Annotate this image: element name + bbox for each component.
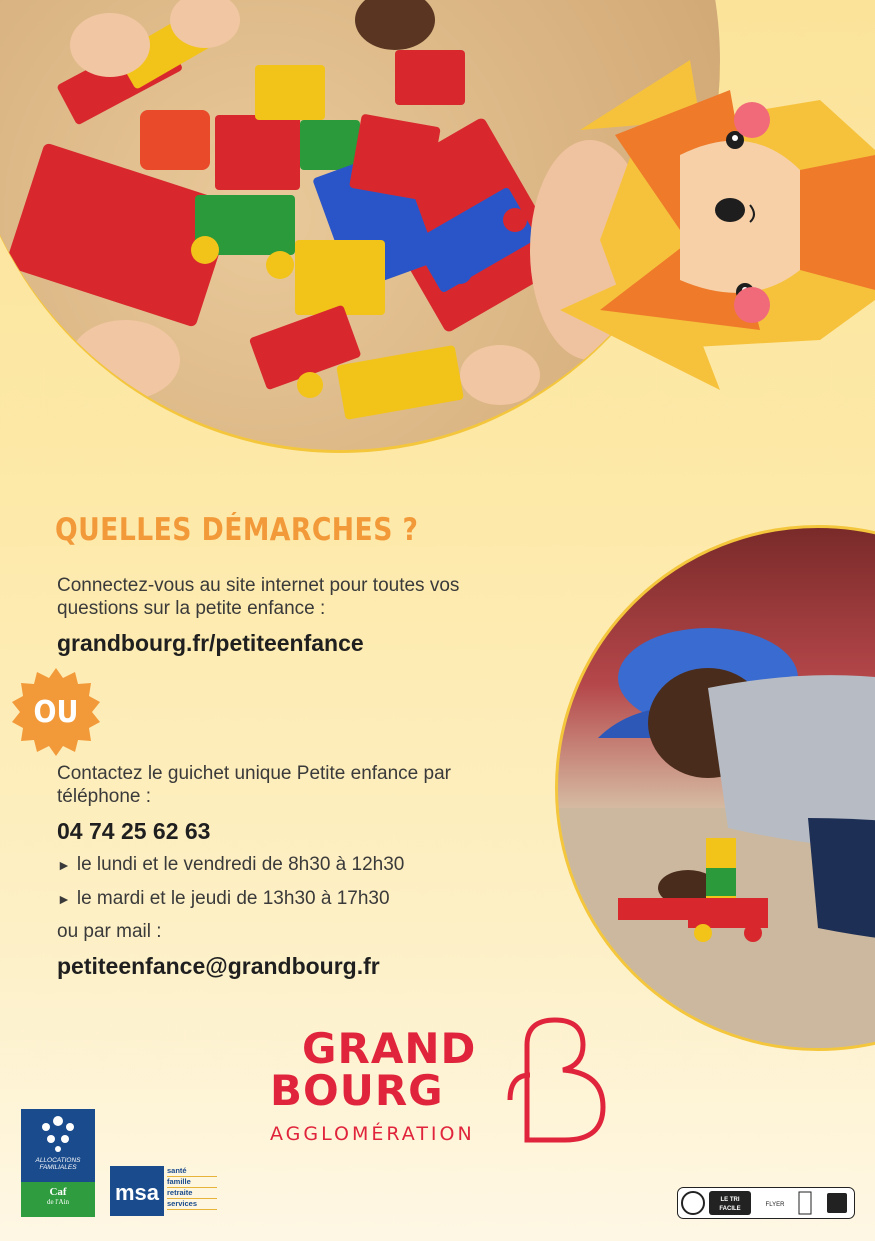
msa-line: santé: [167, 1166, 217, 1177]
triangle-right-icon: ►: [57, 857, 71, 873]
logo-line-bourg: BOURG: [270, 1066, 444, 1115]
fox-icon: [560, 60, 875, 390]
svg-text:FACILE: FACILE: [719, 1206, 741, 1212]
msa-logo: [110, 1166, 218, 1216]
contact-text: Contactez le guichet unique Petite enfance par téléphone :: [57, 763, 451, 807]
recycling-label-icon: [677, 1187, 855, 1219]
msa-icon: [110, 1166, 164, 1216]
caf-region: de l'Ain: [46, 1198, 70, 1206]
schedule-item: [57, 853, 404, 877]
section-title: QUELLES DÉMARCHES ?: [55, 512, 419, 548]
or-badge: OU: [33, 694, 79, 730]
caf-family-icon: [21, 1109, 95, 1157]
msa-line: famille: [167, 1177, 217, 1188]
svg-text:LE TRI: LE TRI: [720, 1197, 740, 1203]
triangle-right-icon: ►: [57, 891, 71, 907]
mail-label: ou par mail :: [57, 921, 162, 942]
fox-illustration: [560, 60, 875, 390]
caf-logo: [21, 1109, 95, 1217]
email-link[interactable]: petiteenfance@grandbourg.fr: [57, 953, 380, 979]
intro-text: Connectez-vous au site internet pour toutes vos questions sur la petite enfance :: [57, 575, 460, 619]
caf-name: ALLOCATIONS FAMILIALES: [35, 1157, 81, 1171]
msa-line: services: [167, 1199, 217, 1210]
msa-line: retraite: [167, 1188, 217, 1199]
website-link[interactable]: grandbourg.fr/petiteenfance: [57, 630, 364, 656]
child-illustration: [558, 528, 875, 1048]
schedule-text: le lundi et le vendredi de 8h30 à 12h30: [76, 854, 405, 875]
logo-line-grand: GRAND: [302, 1024, 477, 1073]
svg-text:FLYER: FLYER: [765, 1202, 785, 1208]
schedule-text: le mardi et le jeudi de 13h30 à 17h30: [76, 888, 390, 909]
logo-line-agglomeration: AGGLOMÉRATION: [270, 1123, 475, 1145]
phone-number[interactable]: 04 74 25 62 63: [57, 818, 211, 844]
photo-child-playing: [555, 525, 875, 1051]
svg-text:msa: msa: [114, 1180, 160, 1205]
schedule-item: [57, 887, 390, 911]
caf-short: Caf: [49, 1186, 67, 1198]
